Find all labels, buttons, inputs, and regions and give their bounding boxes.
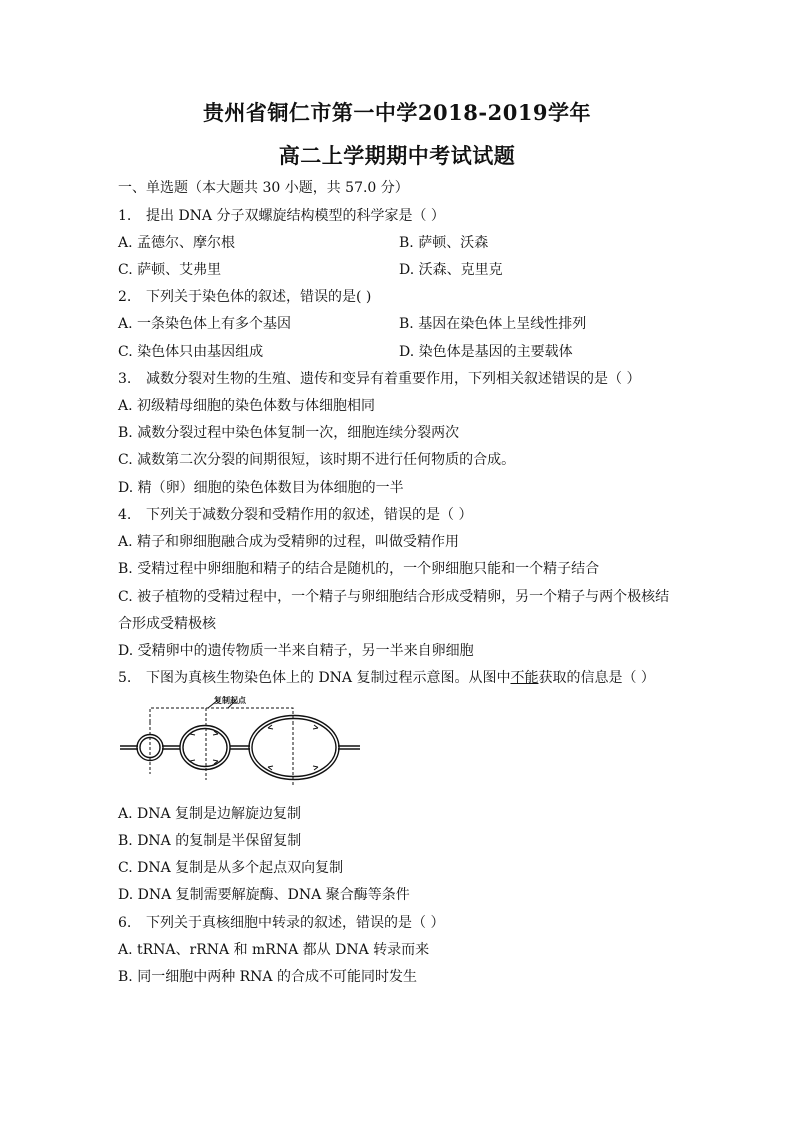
origin-label: 复制起点: [214, 696, 246, 705]
q3-option-b: B. 减数分裂过程中染色体复制一次，细胞连续分裂两次: [118, 425, 460, 441]
question-number: 3.: [118, 371, 132, 387]
q3-option-d: D. 精（卵）细胞的染色体数目为体细胞的一半: [118, 480, 404, 496]
question-number: 4.: [118, 507, 132, 523]
question-number: 6.: [118, 915, 132, 931]
q4-option-a: A. 精子和卵细胞融合成为受精卵的过程，叫做受精作用: [118, 534, 460, 550]
q1-option-c: C. 萨顿、艾弗里: [118, 262, 222, 278]
q1-option-b: B. 萨顿、沃森: [399, 235, 489, 251]
dna-replication-diagram: [118, 694, 368, 794]
title-line-1: 贵州省铜仁市第一中学2018-2019学年: [202, 100, 592, 125]
question-1: [118, 207, 445, 225]
q5-option-c: C. DNA 复制是从多个起点双向复制: [118, 860, 344, 876]
question-4: [118, 506, 472, 524]
q6-option-a: A. tRNA、rRNA 和 mRNA 都从 DNA 转录而来: [118, 942, 430, 958]
question-2: [118, 288, 371, 306]
q4-option-b: B. 受精过程中卵细胞和精子的结合是随机的，一个卵细胞只能和一个精子结合: [118, 561, 600, 577]
question-number: 5.: [118, 670, 132, 686]
q2-option-a: A. 一条染色体上有多个基因: [118, 316, 292, 332]
q1-option-d: D. 沃森、克里克: [399, 262, 503, 278]
q3-option-c: C. 减数第二次分裂的间期很短，该时期不进行任何物质的合成。: [118, 452, 516, 468]
question-stem: 提出 DNA 分子双螺旋结构模型的科学家是（ ）: [146, 208, 445, 224]
question-3: [118, 370, 640, 388]
question-stem: 下列关于染色体的叙述，错误的是( ): [146, 289, 372, 305]
q6-option-b: B. 同一细胞中两种 RNA 的合成不可能同时发生: [118, 969, 417, 985]
q2-option-c: C. 染色体只由基因组成: [118, 344, 264, 360]
question-number: 1.: [118, 208, 132, 224]
question-stem: 减数分裂对生物的生殖、遗传和变异有着重要作用，下列相关叙述错误的是（ ）: [146, 371, 641, 387]
q3-option-a: A. 初级精母细胞的染色体数与体细胞相同: [118, 398, 376, 414]
q4-option-d: D. 受精卵中的遗传物质一半来自精子，另一半来自卵细胞: [118, 643, 474, 659]
title-line-2: 高二上学期期中考试试题: [278, 143, 516, 168]
q4-option-c: C. 被子植物的受精过程中，一个精子与卵细胞结合形成受精卵，另一个精子与两个极核结: [118, 589, 670, 605]
dna-strands: [120, 746, 360, 749]
q5-option-d: D. DNA 复制需要解旋酶、DNA 聚合酶等条件: [118, 887, 410, 903]
question-6: [118, 914, 444, 932]
q1-option-a: A. 孟德尔、摩尔根: [118, 235, 236, 251]
section-heading: 一、单选题（本大题共 30 小题，共 57.0 分）: [118, 180, 409, 196]
q2-option-b: B. 基因在染色体上呈线性排列: [399, 316, 587, 332]
q4-option-c-continued: 合形成受精极核: [118, 616, 216, 632]
question-5: [118, 669, 655, 687]
q5-option-b: B. DNA 的复制是半保留复制: [118, 833, 302, 849]
question-number: 2.: [118, 289, 132, 305]
question-stem: 下图为真核生物染色体上的 DNA 复制过程示意图。从图中: [146, 670, 511, 686]
question-stem: 下列关于减数分裂和受精作用的叙述，错误的是（ ）: [146, 507, 473, 523]
q2-option-d: D. 染色体是基因的主要载体: [399, 344, 573, 360]
question-stem: 下列关于真核细胞中转录的叙述，错误的是（ ）: [146, 915, 445, 931]
underlined-word: 不能: [510, 670, 539, 686]
q5-option-a: A. DNA 复制是边解旋边复制: [118, 806, 302, 822]
question-stem-end: 获取的信息是（ ）: [538, 670, 655, 686]
replication-bubbles: [137, 716, 339, 780]
